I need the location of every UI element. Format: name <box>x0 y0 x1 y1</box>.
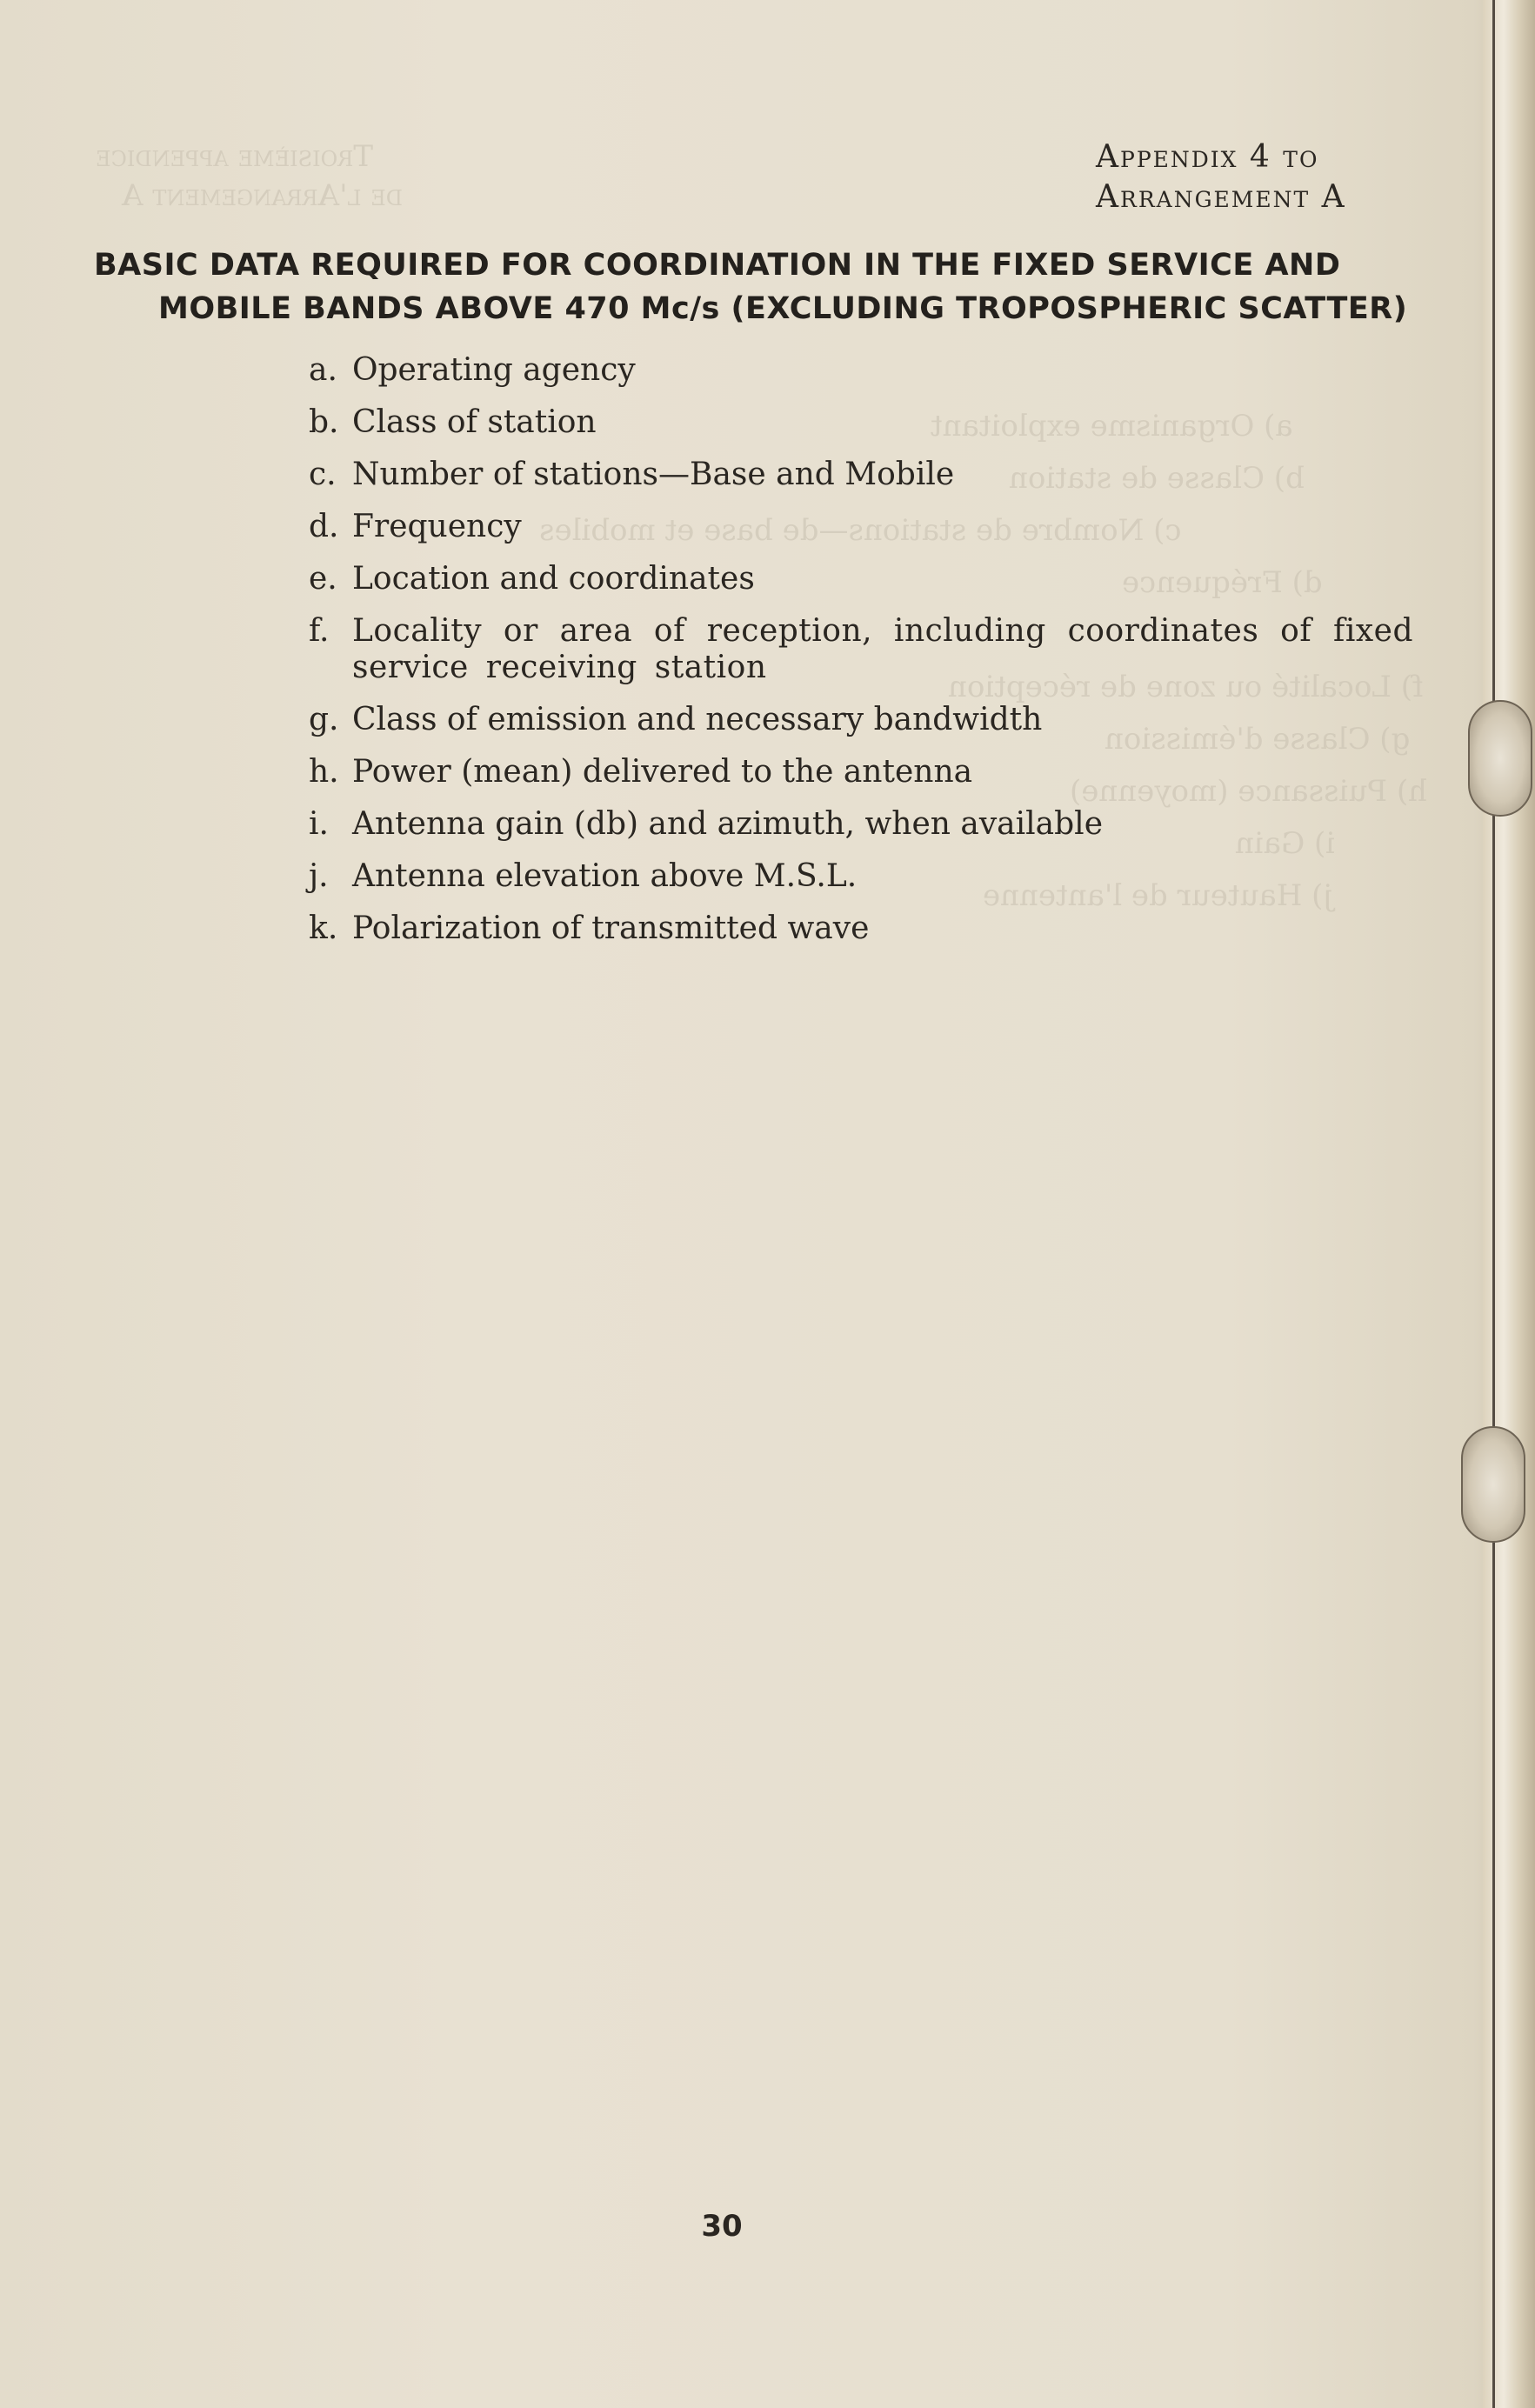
list-item <box>309 561 1413 597</box>
list-item-text: Antenna gain (db) and azimuth, when available <box>352 806 1103 842</box>
list-item <box>309 613 1413 686</box>
appendix-header <box>1096 137 1409 217</box>
list-item <box>309 911 1413 947</box>
list-item <box>309 457 1413 493</box>
list-item <box>309 806 1413 843</box>
list-item-text: Antenna elevation above M.S.L. <box>352 858 858 894</box>
list-item-marker: f. <box>309 613 330 649</box>
show-through-line: b) Classe de station <box>1009 461 1305 496</box>
staple-icon <box>1468 700 1532 817</box>
list-item-text: Class of station <box>352 404 597 440</box>
show-through-line: h) Puissance (moyenne) <box>1070 774 1428 809</box>
list-item <box>309 754 1413 790</box>
list-item <box>309 858 1413 895</box>
show-through-line: f) Localité ou zone de réception <box>948 670 1424 704</box>
show-through-line: a) Organisme exploitant <box>931 409 1293 444</box>
list-item <box>309 352 1413 389</box>
show-through-header-1: Troisième appendice <box>96 139 374 174</box>
list-item-marker: b. <box>309 404 339 440</box>
page-title-line-2: MOBILE BANDS ABOVE 470 Mc/s (EXCLUDING TROPOSPHERIC SCATTER) <box>158 291 1408 326</box>
list-item-marker: h. <box>309 754 339 790</box>
list-item-text: Operating agency <box>352 352 636 388</box>
binding-edge <box>1492 0 1495 2408</box>
show-through-line: g) Classe d'émission <box>1105 722 1411 757</box>
list-item-marker: c. <box>309 457 337 492</box>
show-through-line: c) Nombre de stations—de base et mobiles <box>539 513 1182 548</box>
list-item-marker: g. <box>309 702 339 737</box>
page-title <box>94 243 1416 330</box>
show-through-header-2: de l'Arrangement A <box>122 178 404 213</box>
appendix-header-line-1: Appendix 4 to <box>1096 139 1319 175</box>
page-title-line-1: BASIC DATA REQUIRED FOR COORDINATION IN THE FIXED SERVICE AND <box>94 248 1341 283</box>
data-items-list <box>309 352 1413 963</box>
list-item-text: Frequency <box>352 509 522 544</box>
list-item <box>309 702 1413 738</box>
list-item-text: Location and coordinates <box>352 561 755 597</box>
list-item-marker: i. <box>309 806 329 842</box>
list-item-text: Number of stations—Base and Mobile <box>352 457 955 492</box>
list-item-marker: j. <box>309 858 329 894</box>
show-through-line: i) Gain <box>1235 826 1336 861</box>
show-through-line: d) Fréquence <box>1122 565 1323 600</box>
appendix-header-line-2: Arrangement A <box>1096 179 1346 215</box>
list-item-marker: e. <box>309 561 337 597</box>
list-item-marker: d. <box>309 509 339 544</box>
page-number: 30 <box>701 2209 743 2244</box>
list-item <box>309 404 1413 441</box>
list-item <box>309 509 1413 545</box>
staple-icon <box>1461 1426 1525 1543</box>
book-binding <box>1483 0 1535 2408</box>
list-item-marker: k. <box>309 911 338 946</box>
list-item-text: Class of emission and necessary bandwidth <box>352 702 1043 737</box>
list-item-text: Power (mean) delivered to the antenna <box>352 754 973 790</box>
list-item-text: Locality or area of reception, including coordinates of fixed service receiving station <box>352 613 1413 685</box>
list-item-text: Polarization of transmitted wave <box>352 911 870 946</box>
list-item-marker: a. <box>309 352 337 388</box>
show-through-line: j) Hauteur de l'antenne <box>983 878 1332 913</box>
